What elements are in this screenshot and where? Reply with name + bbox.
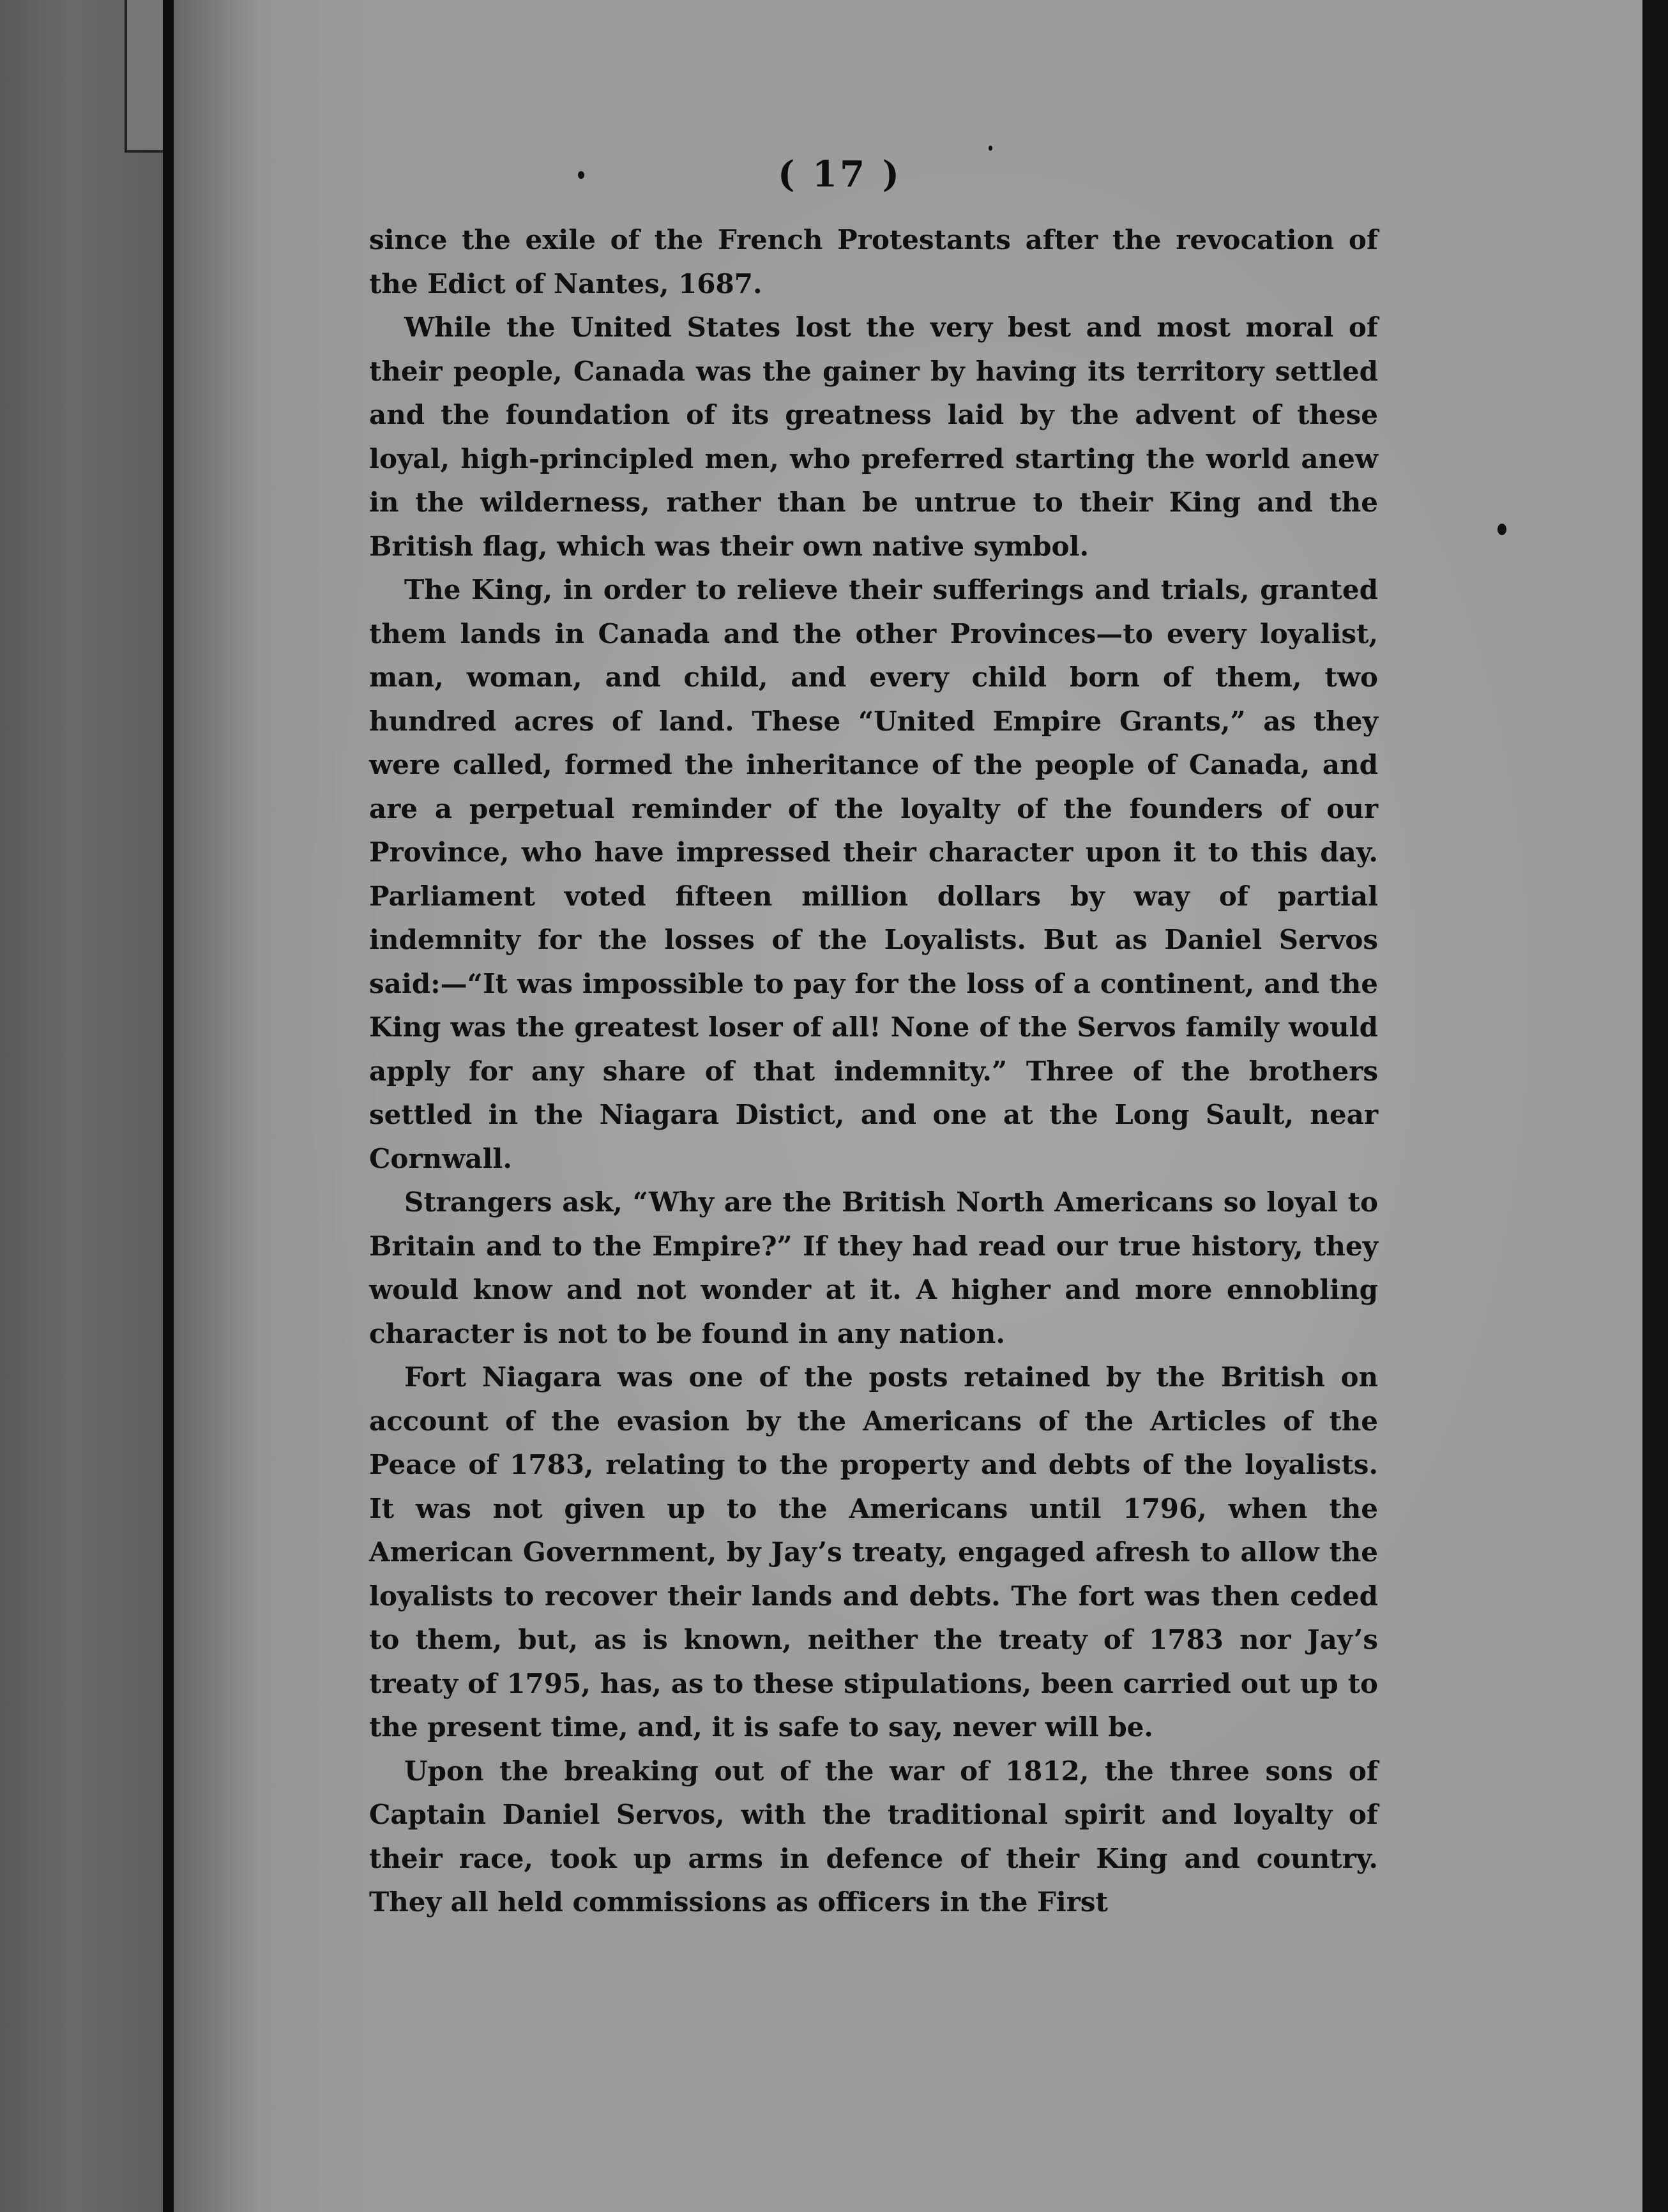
facing-page-edge [0, 0, 179, 2212]
paragraph: Fort Niagara was one of the posts retained by the British on account of the evasion by the Americans of the Articles of the Peace of 1783, relating to the property and debts of the loyalists. It was not given up to the Americans until 1796, when the American Government, by Jay’s treaty, engaged afresh to allow the loyalists to recover their lands and debts. The fort was then ceded to them, but, as is known, neither the treaty of 1783 nor Jay’s treaty of 1795, has, as to these stipulations, been carried out up to the present time, and, it is safe to say, never will be. [369, 1361, 1378, 1743]
ink-speck [989, 146, 992, 151]
ink-speck [1497, 524, 1506, 535]
paragraph: Upon the breaking out of the war of 1812, the three sons of Captain Daniel Servos, with the traditional spirit and loyalty of their race, took up arms in defence of their King and country. They all held commissions as officers in the First [369, 1755, 1378, 1918]
binding-tab [125, 0, 168, 153]
paragraph: Strangers ask, “Why are the British North Americans so loyal to Britain and to the Empire?” If they had read our true history, they would know and not wonder at it. A higher and more ennobling character is not to be found in any nation. [369, 1186, 1378, 1349]
paragraph: The King, in order to relieve their sufferings and trials, granted them lands in Canada and the other Provinces—to every loyalist, man, woman, and child, and every child born of them, two hundred acres of land. These “United Empire Grants,” as they were called, formed the inheritance of the people of Canada, and are a perpetual reminder of the loyalty of the founders of our Province, who have impressed their character upon it to this day. Parliament voted fifteen million dollars by way of partial indemnity for the losses of the Loyalists. But as Daniel Servos said:—“It was impossible to pay for the loss of a continent, and the King was the greatest loser of all! None of the Servos family would apply for any share of that indemnity.” Three of the brothers settled in the Niagara Distict, and one at the Long Sault, near Cornwall. [369, 574, 1378, 1174]
page-body-text [369, 218, 1378, 1925]
paragraph: since the exile of the French Protestants after the revocation of the Edict of Nantes, 1687. [369, 224, 1378, 299]
paragraph: While the United States lost the very best and most moral of their people, Canada was the gainer by having its territory settled and the foundation of its greatness laid by the advent of these loyal, high-principled men, who preferred starting the world anew in the wilderness, rather than be untrue to their King and the British flag, which was their own native symbol. [369, 312, 1378, 562]
page-right-edge [1642, 0, 1668, 2212]
page-number: ( 17 ) [778, 153, 902, 195]
ink-speck [578, 171, 584, 179]
